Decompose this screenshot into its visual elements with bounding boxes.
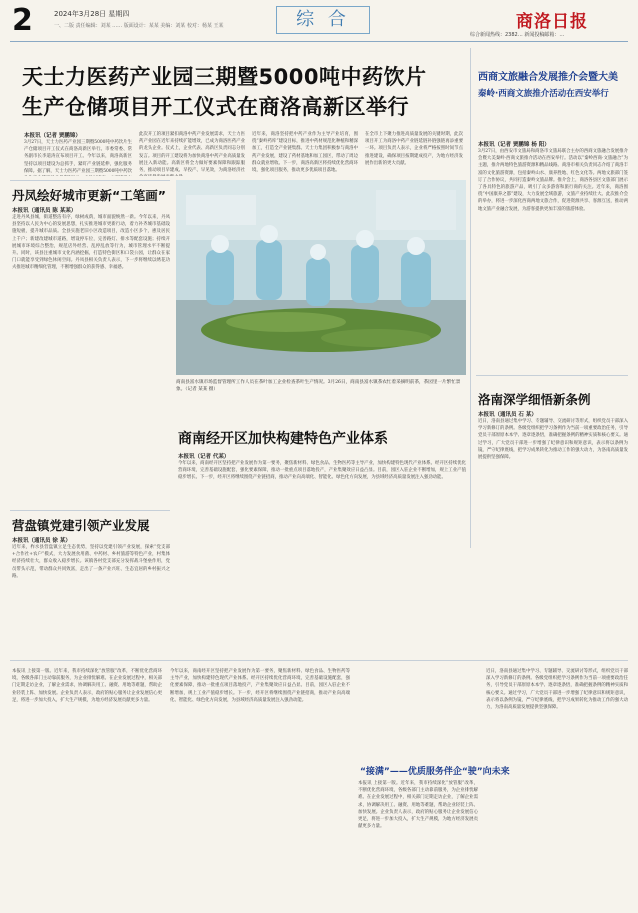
side-headline-line-2: 秦岭·西商文旅推介活动在西安举行 [478, 89, 609, 99]
lead-body-col-4: 在全市上下聚力推进高质量发展的关键时期，此次项目开工为商洛中药产业链延链补链强链再添重要一环。项目负责人表示，企业将严格按照时间节点推进建设，确保项目按期建成投产，为地方经济发展作出新的更大贡献。 [365, 132, 463, 166]
section-divider [476, 375, 628, 376]
bottom-story-body: 本报讯 上接第一版。近年来，我市持续深化“放管服”改革，不断优化营商环境，各级各部门主动靠前服务，为企业排忧解难。在企业发展过程中，相关部门定期走访企业，了解企业需求，协调解决用工、融资、用地等难题，帮助企业轻装上阵、加快发展。企业负责人表示，政府的贴心服务让企业发展信心更足，将进一步加大投入，扩大生产规模，为地方经济发展贡献更多力量。 [358, 781, 478, 830]
luonan-headline: 洛南深学细悟新条例 [478, 392, 591, 407]
danfeng-headline: 丹凤绘好城市更新“工笔画” [12, 188, 166, 203]
danfeng-body: 走进丹凤县城，街道整洁有序，绿树成荫，城市面貌焕然一新。今年以来，丹凤县坚持以人民为中心的发展思想，扎实推进城市更新行动，着力补齐城市基础设施短板，提升城市品质。全县实施老旧小区改造项目，改造小区多个，惠及居民上千户；新建改建城市道路，增设停车位，完善路灯、排水等配套设施；持续开展城市环境综合整治，规范店外经营、乱停乱放等行为，城市管理水平不断提升。同时，该县注重城市文化内涵挖掘，打造特色街区和口袋公园，让群众在家门口就能享受到绿色休闲空间。丹凤县相关负责人表示，下一步将继续以绣花功夫推进城市精细化管理，不断增强群众的获得感、幸福感。 [12, 215, 170, 271]
section-label: 综 合 [276, 6, 370, 34]
photo-caption: 商南县富水镇市场监督管理所工作人员在茶叶加工企业检查茶叶生产情况。3月26日，商南县富水镇茶农忙着采摘明前茶，茶园里一片繁忙景象。（记者 某某 摄） [176, 380, 461, 392]
luonan-body: 近日，洛南县通过集中学习、专题辅导、交流研讨等形式，组织党员干部深入学习新修订的条例。各级党组织把学习条例作为当前一项重要政治任务，引导党员干部原原本本学、逐章逐条悟，准确把握条例的精神实质和核心要义。通过学习，广大党员干部进一步增强了纪律意识和规矩意识，表示将以条例为镜，严守纪律底线，把学习成果转化为推动工作的强大动力，为洛南高质量发展提供坚强保障。 [478, 419, 628, 461]
side-headline-line-1: 西商文旅融合发展推介会暨大美 [478, 72, 618, 83]
lead-headline-line-1: 天士力医药产业园三期暨5000吨中药饮片 [22, 65, 427, 89]
bottom-headline: “接满”——优质服务伴企“驶”向未来 [360, 767, 510, 777]
news-photo [176, 180, 466, 375]
shangnan-byline: 本报讯（记者 代某） [178, 454, 230, 460]
bottom-left-body: 本报讯 上接第一版。近年来，我市持续深化“放管服”改革，不断优化营商环境，各级各部门主动靠前服务，为企业排忧解难。在企业发展过程中，相关部门定期走访企业，了解企业需求，协调解决用工、融资、用地等难题，帮助企业轻装上阵、加快发展。企业负责人表示，政府的贴心服务让企业发展信心更足，将进一步加大投入，扩大生产规模，为地方经济发展贡献更多力量。 [12, 669, 162, 703]
photo-illustration [176, 180, 466, 375]
bottom-mid-body: 今年以来，商南经开区坚持把产业发展作为第一要务，聚焦新材料、绿色食品、生物医药等主导产业，加快构建特色现代产业体系。经开区持续优化营商环境，完善基础设施配套，强化要素保障，推动一批重点项目落地投产，产业集聚效应日益凸显。目前，园区入驻企业不断增加，规上工业产值稳步增长。下一步，经开区将继续围绕产业链招商，推动产业向高端化、智能化、绿色化方向发展，为县域经济高质量发展注入强劲动能。 [170, 669, 350, 703]
yingpan-byline: 本报讯（通讯员 徐 某） [12, 538, 71, 544]
luonan-byline: 本报讯（通讯员 石 某） [478, 412, 537, 418]
side-body: 3月27日，由西安市文旅局和商洛市文旅局联合主办的西商文旅融合发展推介会暨大美秦岭·西商文旅推介活动在西安举行。活动以“秦岭西商·文旅融合”为主题，推介两地特色旅游资源和精品线路。商洛市相关负责同志介绍了商洛丰富的文化旅游资源，包括秦岭山水、康养胜地、红色文化等。两地文旅部门签订了合作协议，共同打造秦岭文旅品牌。推介会上，商洛各县区文旅部门展示了各具特色的旅游产品，吸引了众多游客和旅行商的关注。近年来，商洛围绕“中国康养之都”建设，大力发展全域旅游，文旅产业持续壮大。此次推介会的举办，将进一步深化西商两地文旅合作，促进资源共享、客源互送，推动两地文旅产业融合发展，为游客提供更加丰富的旅游体验。 [478, 149, 628, 212]
masthead-rule [10, 41, 628, 42]
issue-date: 2024年3月28日 星期四 [54, 10, 130, 18]
bottom-right-body: 近日，洛南县通过集中学习、专题辅导、交流研讨等形式，组织党员干部深入学习新修订的条例。各级党组织把学习条例作为当前一项重要政治任务，引导党员干部原原本本学、逐章逐条悟，准确把握条例的精神实质和核心要义。通过学习，广大党员干部进一步增强了纪律意识和规矩意识，表示将以条例为镜，严守纪律底线，把学习成果转化为推动工作的强大动力，为洛南高质量发展提供坚强保障。 [486, 669, 628, 711]
lead-headline-line-2: 生产仓储项目开工仪式在商洛高新区举行 [22, 95, 409, 119]
editor-line: 一、二版 责任编辑：刘某 …… 版面设计：某某 美编：刘某 校对：杨某 王某 [54, 23, 224, 29]
page-number: 2 [12, 3, 33, 38]
shangnan-body: 今年以来，商南经开区坚持把产业发展作为第一要务，聚焦新材料、绿色食品、生物医药等主导产业，加快构建特色现代产业体系。经开区持续优化营商环境，完善基础设施配套，强化要素保障，推动一批重点项目落地投产，产业集聚效应日益凸显。目前，园区入驻企业不断增加，规上工业产值稳步增长。下一步，经开区将继续围绕产业链招商，推动产业向高端化、智能化、绿色化方向发展，为县域经济高质量发展注入强劲动能。 [178, 461, 466, 481]
shangnan-headline: 商南经开区加快构建特色产业体系 [178, 431, 388, 447]
yingpan-body: 近年来，柞水县营盘镇立足生态优势，坚持以党建引领产业发展，探索“党支部+合作社+农户”模式，大力发展食用菌、中药材、乡村旅游等特色产业，村集体经济持续壮大，群众收入稳步增长。该镇各村党支部充分发挥战斗堡垒作用，党员带头示范，带动群众共同致富，走出了一条产业兴旺、生态宜居的乡村振兴之路。 [12, 545, 170, 579]
side-byline: 本报讯（记者 贾鹏锦 杨 阳） [478, 142, 550, 148]
newspaper-logo: 商洛日报 [516, 12, 588, 32]
lead-byline: 本报讯（记者 贾鹏锦） [24, 133, 81, 139]
yingpan-headline: 营盘镇党建引领产业发展 [12, 518, 150, 533]
lead-body-col-3: 近年来，商洛坚持把中药产业作为主导产业培育，围绕“秦岭药库”建设目标，推进中药材规范化种植和精深加工，打造全产业链集群。天士力集团积极参与商洛中药产业发展，建设了药材基地和加工园区，带动了周边群众就业增收。下一步，商洛高新区将持续优化营商环境，强化项目服务，推动更多优质项目落地。 [252, 132, 358, 174]
column-divider [470, 48, 471, 548]
side-headline [478, 70, 628, 102]
section-divider [10, 510, 170, 511]
section-divider [10, 660, 628, 661]
lead-headline [22, 62, 462, 122]
section-divider [10, 180, 170, 181]
lead-body-col-2: 此次开工的项目紧扣商洛中药产业发展需求，天士力医药产业园在近年来持续扩能增效，已成为商洛医药产业的龙头企业。仪式上，企业代表、高新区负责同志分别发言。项目的开工建设将为加快商洛中药产业高质量发展注入新动能。高新区将全力做好要素保障和跟踪服务，推动项目早建成、早投产、早见效，为商洛经济社 [139, 132, 245, 174]
lead-body-col-1: 3月27日，天士力医药产业园三期暨5000吨中药饮片生产仓储项目开工仪式在商洛高新区举行。市委常委、常务副市长李道涛宣布项目开工。今年以来，商洛高新区坚持以项目建设为总抓手，紧盯产业链延伸，强化服务保障。据了解，天士力医药产业园三期暨5000吨中药饮 [24, 140, 132, 174]
danfeng-byline: 本报讯（通讯员 陈 某某） [12, 208, 77, 214]
masthead [0, 0, 638, 44]
contact-line: 综合新闻热线：2382… 新闻投稿邮箱：… [470, 32, 565, 38]
